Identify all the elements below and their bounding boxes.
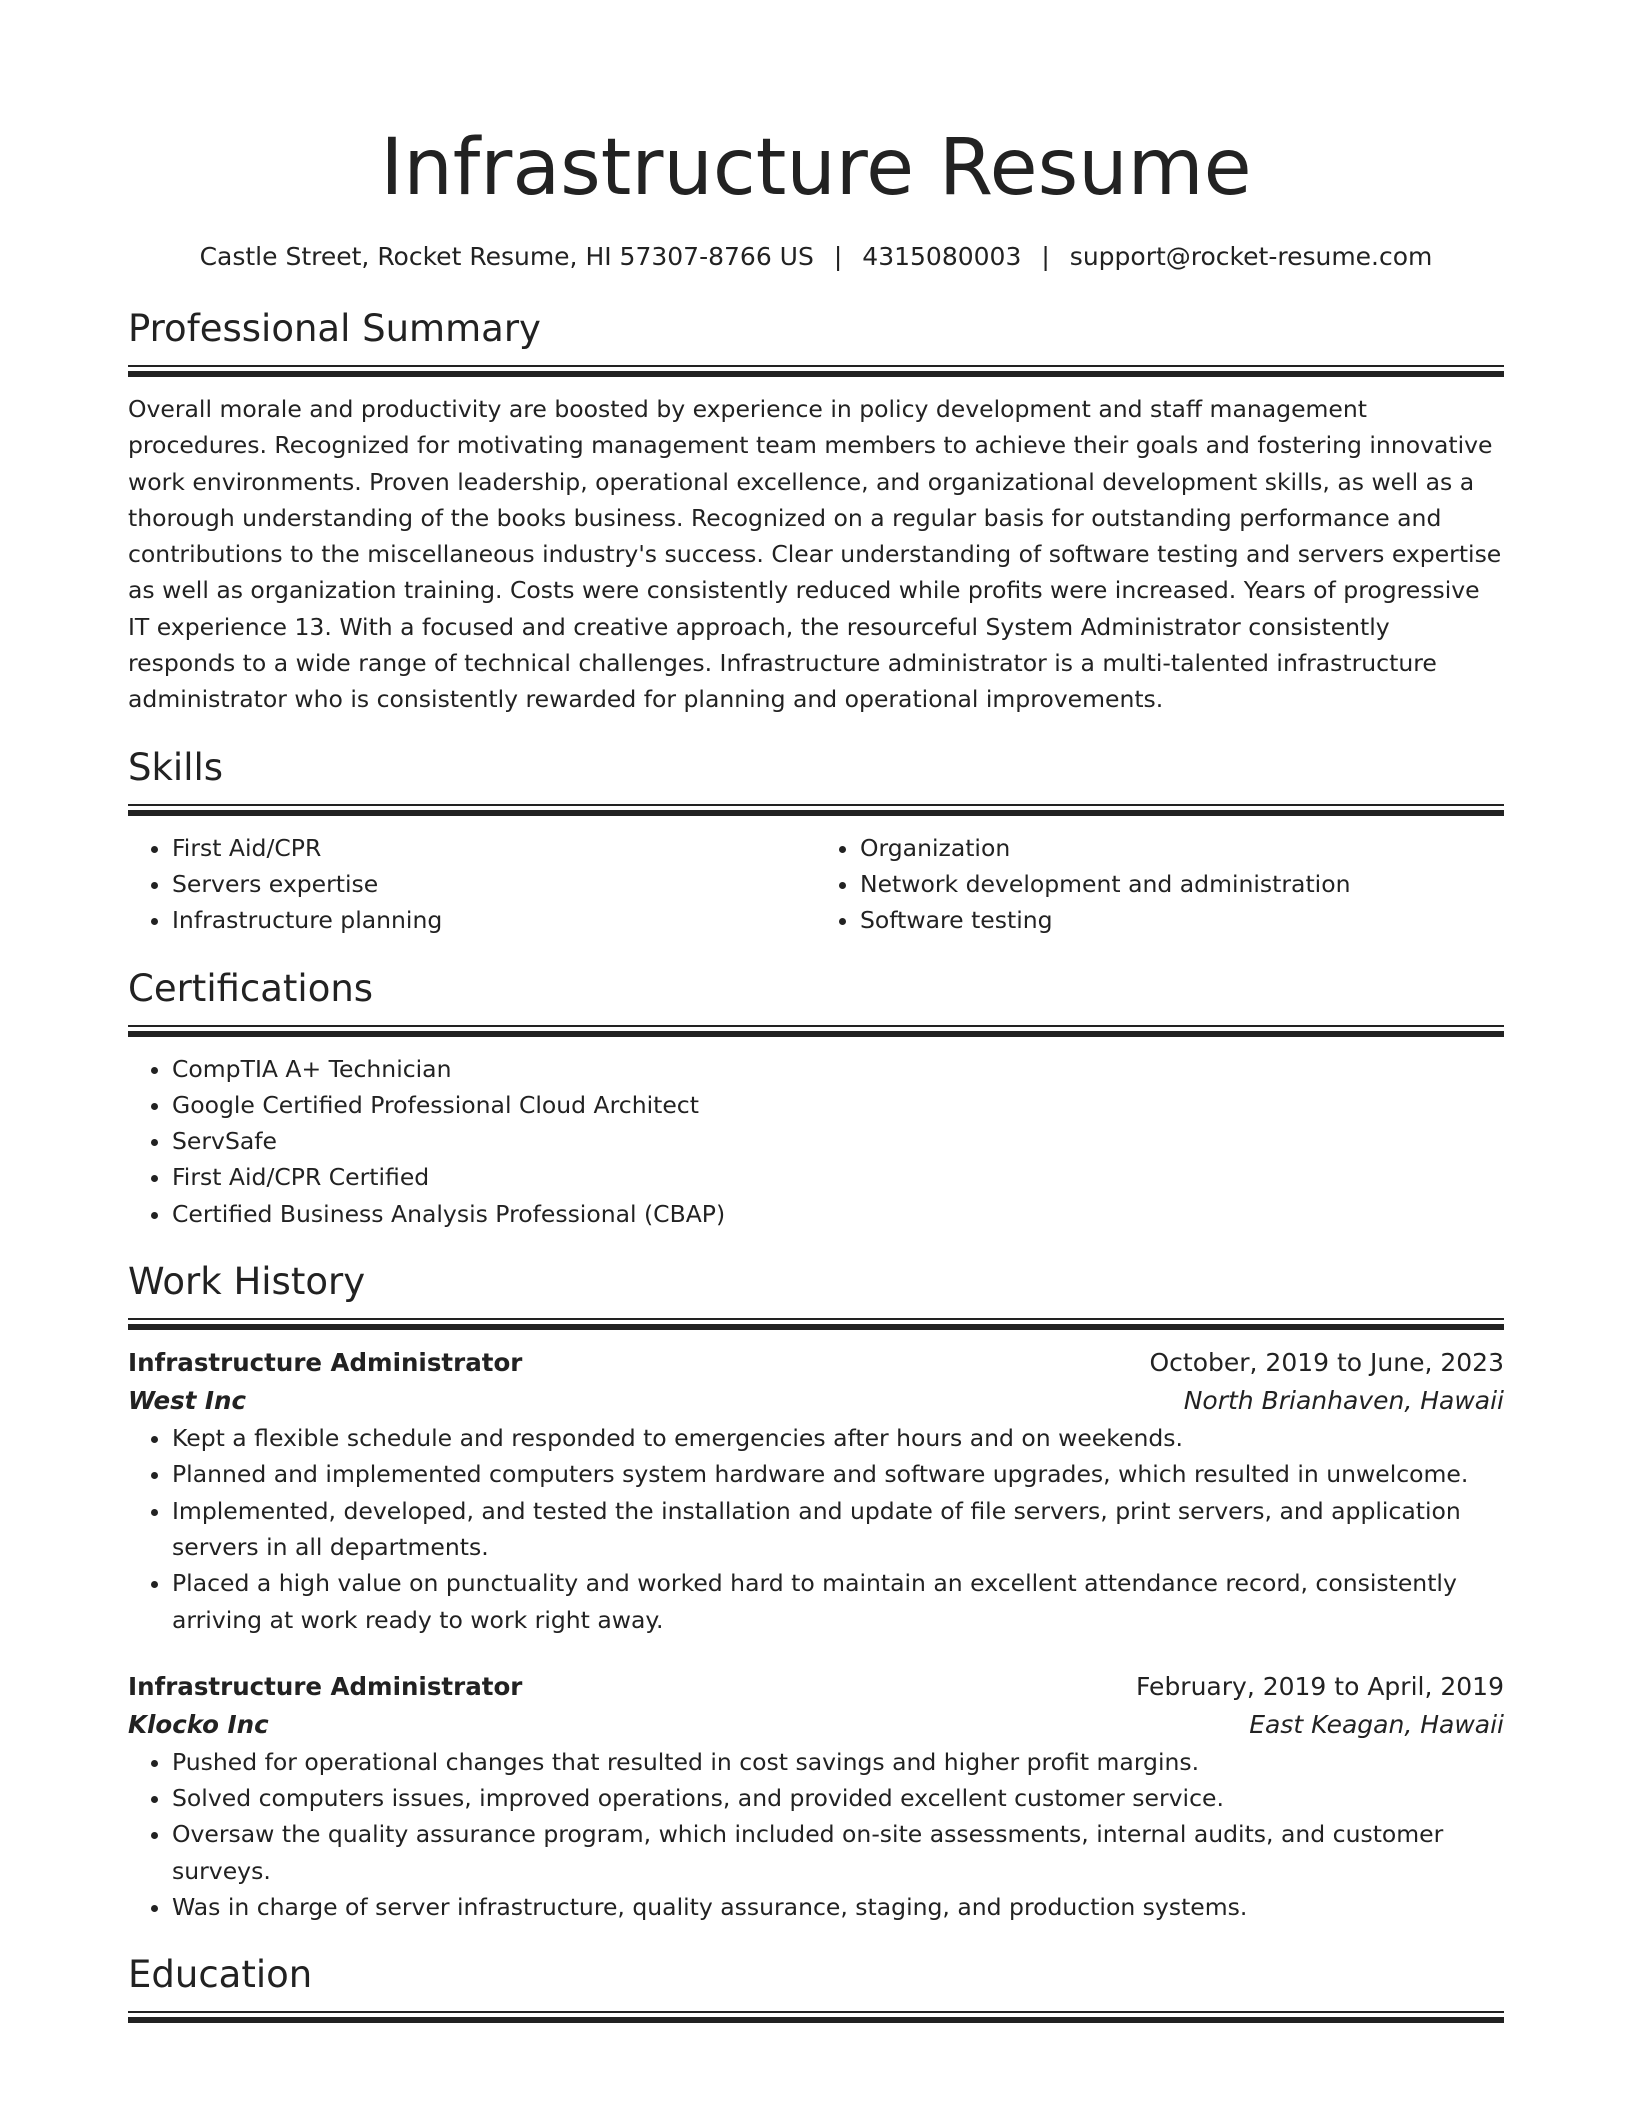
job-entry bbox=[128, 1668, 1504, 1925]
contact-address: Castle Street, Rocket Resume, HI 57307-8766 US bbox=[199, 242, 814, 271]
section-divider bbox=[128, 804, 1504, 816]
skill-item: • First Aid/CPR bbox=[172, 830, 816, 866]
contact-email: support@rocket-resume.com bbox=[1069, 242, 1433, 271]
summary-section bbox=[128, 305, 1504, 718]
certification-item: • Certified Business Analysis Professional (CBAP) bbox=[172, 1196, 1504, 1232]
job-title: Infrastructure Administrator bbox=[128, 1348, 523, 1378]
job-bullets bbox=[128, 1744, 1504, 1925]
job-location: East Keagan, Hawaii bbox=[1249, 1709, 1504, 1739]
certification-item: • Google Certified Professional Cloud Architect bbox=[172, 1087, 1504, 1123]
section-title-summary: Professional Summary bbox=[128, 307, 541, 350]
job-bullet: • Oversaw the quality assurance program, which included on-site assessments, internal audits, and customer surveys. bbox=[172, 1816, 1504, 1889]
job-header bbox=[128, 1344, 1504, 1382]
skill-item: • Network development and administration bbox=[860, 866, 1504, 902]
section-divider bbox=[128, 1025, 1504, 1037]
skill-item: • Software testing bbox=[860, 902, 1504, 938]
job-company: Klocko Inc bbox=[128, 1709, 269, 1739]
job-subheader bbox=[128, 1706, 1504, 1744]
section-divider bbox=[128, 2011, 1504, 2023]
skills-list-left bbox=[128, 830, 816, 939]
job-subheader bbox=[128, 1382, 1504, 1420]
job-bullet: • Placed a high value on punctuality and worked hard to maintain an excellent attendance record, consistently arriving at work ready to work right away. bbox=[172, 1565, 1504, 1638]
section-title-education: Education bbox=[128, 1953, 313, 1997]
job-entry bbox=[128, 1344, 1504, 1638]
certification-item: • CompTIA A+ Technician bbox=[172, 1051, 1504, 1087]
job-title: Infrastructure Administrator bbox=[128, 1671, 523, 1701]
contact-separator: | bbox=[833, 242, 843, 271]
job-bullets bbox=[128, 1420, 1504, 1638]
contact-phone: 4315080003 bbox=[862, 242, 1022, 271]
skills-list-right bbox=[816, 830, 1504, 939]
skill-item: • Organization bbox=[860, 830, 1504, 866]
job-bullet: • Was in charge of server infrastructure, quality assurance, staging, and production systems. bbox=[172, 1889, 1504, 1925]
resume-name: Infrastructure Resume bbox=[380, 123, 1252, 213]
job-bullet: • Pushed for operational changes that resulted in cost savings and higher profit margins. bbox=[172, 1744, 1504, 1780]
section-title-skills: Skills bbox=[128, 745, 224, 789]
job-dates: February, 2019 to April, 2019 bbox=[1136, 1671, 1504, 1701]
job-bullet: • Solved computers issues, improved operations, and provided excellent customer service. bbox=[172, 1780, 1504, 1816]
certification-item: • First Aid/CPR Certified bbox=[172, 1159, 1504, 1195]
certification-item: • ServSafe bbox=[172, 1123, 1504, 1159]
section-divider bbox=[128, 1318, 1504, 1330]
skills-grid bbox=[128, 830, 1504, 939]
education-section bbox=[128, 1951, 1504, 2023]
job-bullet: • Kept a flexible schedule and responded to emergencies after hours and on weekends. bbox=[172, 1420, 1504, 1456]
section-title-certifications: Certifications bbox=[128, 966, 374, 1010]
contact-separator: | bbox=[1041, 242, 1050, 271]
contact-line bbox=[128, 240, 1504, 274]
job-company: West Inc bbox=[128, 1386, 246, 1416]
section-divider bbox=[128, 365, 1504, 377]
job-location: North Brianhaven, Hawaii bbox=[1183, 1386, 1504, 1416]
job-dates: October, 2019 to June, 2023 bbox=[1149, 1348, 1504, 1378]
job-bullet: • Implemented, developed, and tested the installation and update of file servers, print servers, and application servers in all departments. bbox=[172, 1493, 1504, 1566]
job-header bbox=[128, 1668, 1504, 1706]
skills-section bbox=[128, 744, 1504, 939]
certifications-list bbox=[128, 1051, 1504, 1232]
skill-item: • Servers expertise bbox=[172, 866, 816, 902]
work-history-section bbox=[128, 1258, 1504, 1925]
job-bullet: • Planned and implemented computers system hardware and software upgrades, which resulted in unwelcome. bbox=[172, 1456, 1504, 1492]
summary-text: Overall morale and productivity are boosted by experience in policy development and staff management procedures. Recognized for motivating management team members to achieve their goals and fostering innovative work environments. Proven leadership, operational excellence, and organizational development skills, as well as a thorough understanding of the books business. Recognized on a regular basis for outstanding performance and contributions to the miscellaneous industry's success. Clear understanding of software testing and servers expertise as well as organization training. Costs were consistently reduced while profits were increased. Years of progressive IT experience 13. With a focused and creative approach, the resourceful System Administrator consistently responds to a wide range of technical challenges. Infrastructure administrator is a multi-talented infrastructure administrator who is consistently rewarded for planning and operational improvements. bbox=[128, 395, 1502, 714]
section-title-work-history: Work History bbox=[128, 1260, 366, 1304]
certifications-section bbox=[128, 965, 1504, 1232]
skill-item: • Infrastructure planning bbox=[172, 902, 816, 938]
